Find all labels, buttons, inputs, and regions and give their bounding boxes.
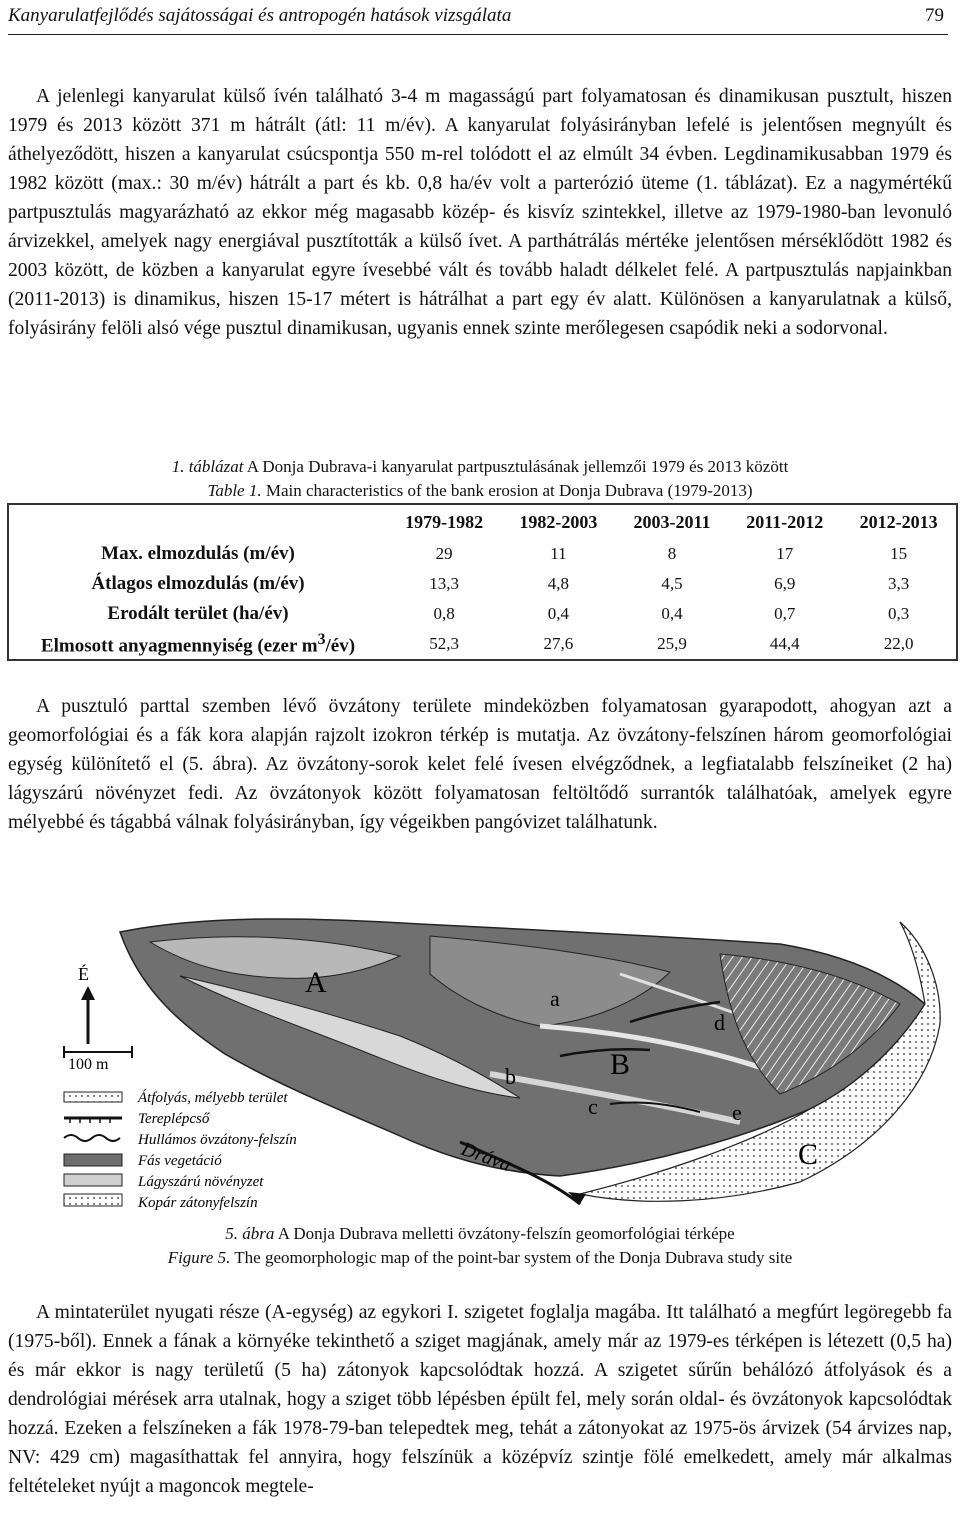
table-row-label: Átlagos elmozdulás (m/év) — [91, 573, 305, 594]
table-caption-hu-number: 1. táblázat — [171, 457, 244, 476]
legend-label: Átfolyás, mélyebb terület — [138, 1090, 288, 1106]
running-header — [8, 0, 948, 35]
river-label: Dráva — [458, 1138, 514, 1177]
table-row — [8, 629, 957, 660]
scale-label: 100 m — [68, 1056, 109, 1073]
map-legend — [64, 1089, 297, 1211]
page-number: 79 — [925, 5, 944, 26]
north-label: É — [78, 964, 89, 984]
table-column-header: 2003-2011 — [633, 511, 711, 532]
table-header-row — [8, 504, 957, 539]
table-cell: 29 — [435, 544, 453, 563]
legend-label: Tereplépcső — [138, 1111, 210, 1127]
table-cell: 25,9 — [657, 634, 687, 653]
row-label-unit: /év) — [325, 635, 356, 657]
geomorphologic-map-figure — [20, 914, 956, 1214]
row-label-superscript: 3 — [317, 630, 326, 648]
table-cell: 11 — [550, 544, 567, 563]
subunit-label-b: b — [505, 1064, 516, 1089]
table-cell: 0,8 — [433, 604, 455, 623]
table-cell: 4,8 — [547, 574, 570, 593]
figure-caption-en-number: Figure 5. — [167, 1248, 231, 1267]
bank-erosion-table — [7, 503, 958, 661]
body-paragraph-2: A pusztuló parttal szemben lévő övzátony területe mindeközben folyamatosan gyarapodott, ahogyan azt a geomorfológiai és a fák kora alapján rajzolt izokron térkép is mutatja. Az övzátony-felszínen három geomorfológiai egység különítető el (5. ábra). Az övzátony-sorok kelet felé ívesen elvégződnek, a legfiatalabb felszíneiket (2 ha) lágyszárú növényzet fedi. Az övzátonyok között folyamatosan feltöltődő surrantók találhatóak, amelyek egyre mélyebbé és tágabbá válnak folyásirányban, így végeikben pangóvizet találhatunk. — [8, 696, 952, 833]
table-cell: 3,3 — [887, 574, 910, 593]
table-row — [8, 539, 957, 569]
table-cell: 6,9 — [774, 574, 796, 593]
table-row-label: Max. elmozdulás (m/év) — [101, 543, 295, 564]
subunit-label-d: d — [714, 1010, 725, 1035]
table-cell: 17 — [776, 544, 794, 563]
table-cell: 15 — [890, 544, 908, 563]
subunit-label-a: a — [550, 986, 560, 1011]
table-column-header: 1982-2003 — [519, 511, 598, 532]
figure-caption-hu — [0, 1222, 960, 1245]
table-cell: 22,0 — [883, 634, 914, 653]
table-cell: 4,5 — [661, 574, 683, 593]
unit-label-c-uppercase: C — [798, 1138, 819, 1171]
running-title: Kanyarulatfejlődés sajátosságai és antropogén hatások vizsgálata — [8, 5, 512, 26]
table-caption-hu — [0, 455, 960, 478]
body-paragraph-3: A mintaterület nyugati része (A-egység) az egykori I. szigetet foglalja magába. Itt található a megfúrt legöregebb fa (1975-ből). Ennek a fának a környéke tekinthető a sziget magjának, amely már az 1979-es térképen is létezett (0,5 ha) és már ekkor is nagy területű (5 ha) zátonyok kapcsolódtak hozzá. A szigetet sűrűn behálózó átfolyások és a dendrológiai mérések arra utalnak, hogy a sziget több lépésben épült fel, mely során oldal- és övzátonyok kapcsolódtak hozzá. Ezeken a felszíneken a fák 1978-79-ban telepedtek meg, tehát a zátonyokat az 1975-ös árvizek (54 árvizes nap, NV: 429 cm) magasíthattak fel annyira, hogy felszínük a középvíz szintje fölé emelkedett, amely már alkalmas feltételeket nyújt a magoncok megtele- — [8, 1302, 952, 1497]
subunit-label-c: c — [588, 1094, 598, 1119]
table-caption-en-text: Main characteristics of the bank erosion at Donja Dubrava (1979-2013) — [261, 481, 753, 500]
row-label-text: Elmosott anyagmennyiség (ezer m — [40, 635, 318, 657]
table-caption-en-number: Table 1. — [207, 481, 262, 500]
geomorphologic-map — [20, 914, 956, 1214]
table-cell: 27,6 — [543, 634, 574, 653]
legend-label: Fás vegetáció — [138, 1153, 222, 1169]
subunit-label-e: e — [732, 1100, 742, 1125]
figure-caption-hu-number: 5. ábra — [225, 1224, 275, 1243]
figure-caption-hu-text: A Donja Dubrava melletti övzátony-felszín geomorfológiai térképe — [274, 1224, 735, 1243]
legend-swatch-woody-vegetation — [64, 1154, 122, 1166]
table-cell: 0,4 — [547, 604, 570, 623]
table-column-header: 1979-1982 — [405, 511, 484, 532]
legend-swatch-bare-bar — [64, 1194, 122, 1206]
table-cell: 44,4 — [769, 634, 800, 653]
table-cell: 0,3 — [887, 604, 910, 623]
table-column-header: 2012-2013 — [859, 511, 938, 532]
table-row — [8, 569, 957, 599]
legend-label: Kopár zátonyfelszín — [138, 1195, 258, 1211]
table-row-label: Erodált terület (ha/év) — [107, 603, 289, 624]
body-paragraph-1: A jelenlegi kanyarulat külső ívén található 3-4 m magasságú part folyamatosan és dinamikusan pusztult, hiszen 1979 és 2013 között 371 m hátrált (átl: 11 m/év). A kanyarulat folyásirányban lefelé is jelentősen megnyúlt és áthelyeződött, hiszen a kanyarulat csúcspontja 550 m-rel tolódott el az elmúlt 34 évben. Legdinamikusabban 1979 és 1982 között (max.: 30 m/év) hátrált a part és kb. 0,8 ha/év volt a parterózió üteme (1. táblázat). Ez a nagymértékű partpusztulás magyarázható az ekkor még magasabb közép- és kisvíz szintekkel, illetve az 1979-1980-ban levonuló árvizekkel, amelyek nagy energiával pusztították a külső ívet. A parthátrálás mértéke jelentősen mérséklődött 1982 és 2003 között, de közben a kanyarulat egyre ívesebbé vált és tovább haladt délkelet felé. A partpusztulás napjainkban (2011-2013) is dinamikus, hiszen 15-17 métert is hátrálhat a part egy év alatt. Különösen a kanyarulatnak a külső, folyásirány felöli alsó vége pusztul dinamikusan, ugyanis ennek szinte merőlegesen csapódik neki a sodorvonal. — [8, 86, 952, 339]
unit-label-a-uppercase: A — [305, 966, 327, 999]
table-cell: 13,3 — [429, 574, 460, 593]
table-row-label — [8, 629, 387, 660]
table-row — [8, 599, 957, 629]
table-corner-cell — [8, 504, 387, 539]
legend-swatch-wavy-surface — [64, 1135, 120, 1141]
table-caption-hu-text: A Donja Dubrava-i kanyarulat partpusztulásának jellemzői 1979 és 2013 között — [243, 457, 789, 476]
legend-swatch-herbaceous-vegetation — [64, 1174, 122, 1186]
table-cell: 52,3 — [429, 634, 460, 653]
table-cell: 0,4 — [661, 604, 683, 623]
table-column-header: 2011-2012 — [746, 511, 824, 532]
unit-label-b-uppercase: B — [610, 1048, 631, 1081]
legend-label: Hullámos övzátony-felszín — [138, 1132, 297, 1148]
north-arrow-head — [81, 986, 95, 1000]
figure-caption-en — [0, 1246, 960, 1269]
table-cell: 8 — [667, 544, 677, 563]
legend-label: Lágyszárú növényzet — [138, 1174, 264, 1190]
figure-caption-en-text: The geomorphologic map of the point-bar system of the Donja Dubrava study site — [230, 1248, 793, 1267]
table-caption-en — [0, 479, 960, 502]
table-cell: 0,7 — [774, 604, 796, 623]
legend-swatch-flow-channel — [64, 1092, 122, 1102]
